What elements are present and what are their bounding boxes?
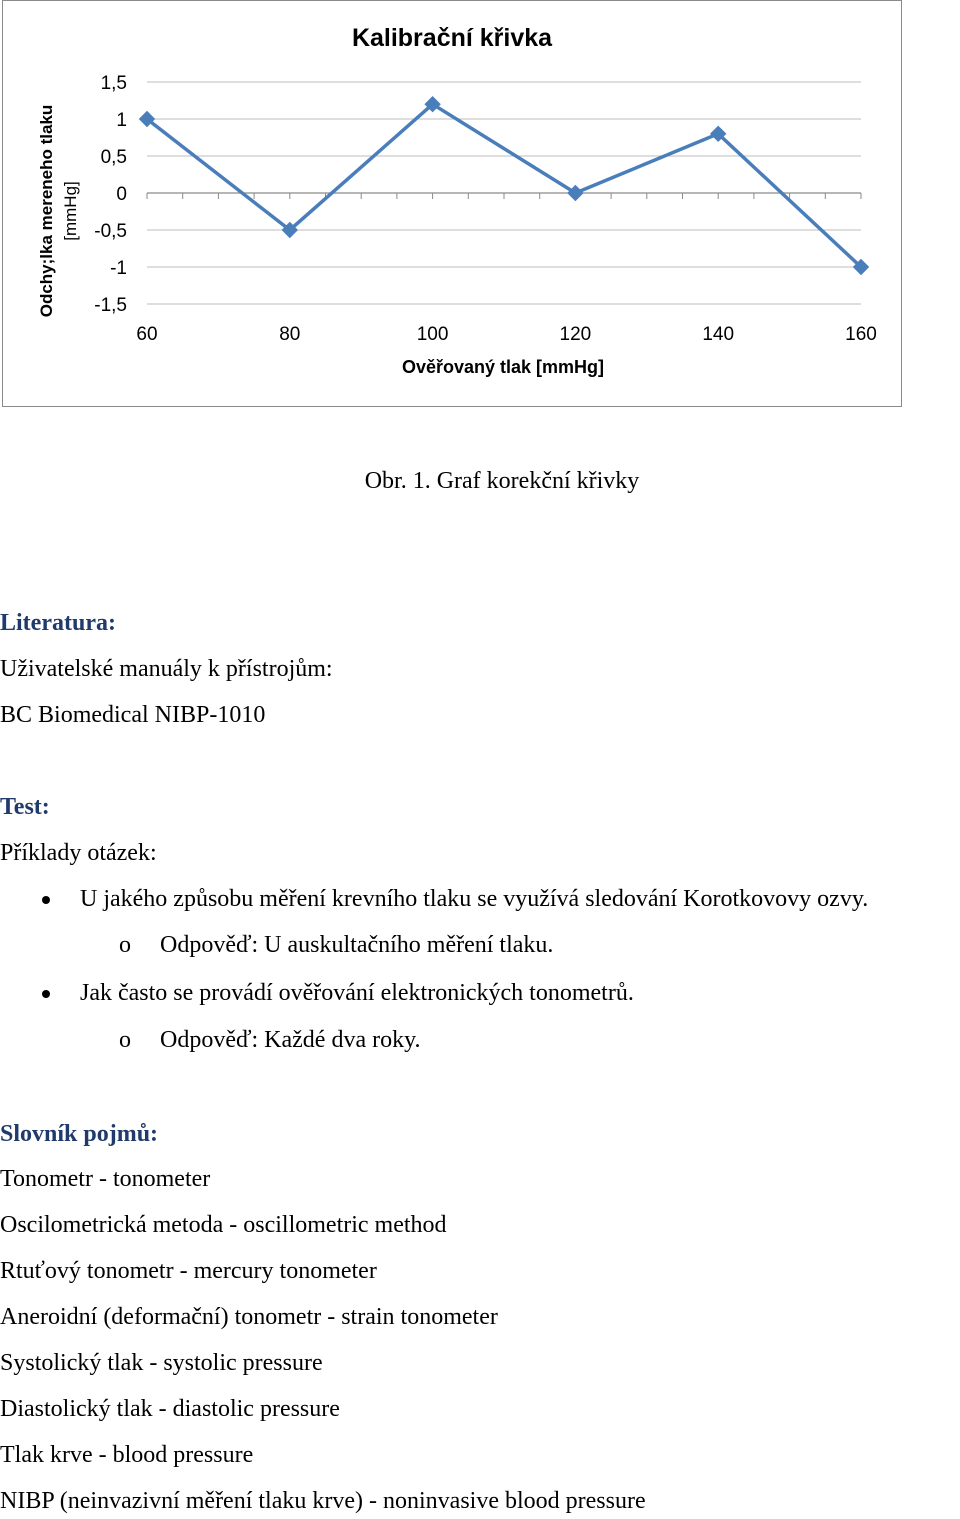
glossary-item: NIBP (neinvazivní měření tlaku krve) - noninvasive blood pressure [0, 1488, 646, 1514]
series-line [147, 104, 861, 267]
bullet-icon [42, 896, 50, 904]
glossary-item: Tlak krve - blood pressure [0, 1442, 254, 1468]
glossary-item: Diastolický tlak - diastolic pressure [0, 1396, 340, 1422]
y-tick-label: 0 [116, 184, 127, 205]
figure-caption: Obr. 1. Graf korekční křivky [364, 468, 640, 494]
y-axis-label-unit: [mmHg] [61, 181, 80, 241]
y-tick-label: -1 [110, 258, 127, 279]
glossary-item: Systolický tlak - systolic pressure [0, 1350, 323, 1376]
x-tick-label: 100 [416, 324, 449, 345]
test-heading: Test: [0, 794, 50, 820]
y-tick-label: 1,5 [100, 73, 127, 94]
y-tick-label: 0,5 [100, 147, 127, 168]
y-tick-label: -1,5 [94, 295, 127, 316]
x-axis-label: Ověřovaný tlak [mmHg] [401, 357, 605, 377]
chart-title: Kalibrační křivka [351, 24, 553, 52]
test-intro: Příklady otázek: [0, 840, 157, 866]
answer-2: Odpověď: Každé dva roky. [160, 1027, 421, 1053]
sub-bullet-icon: o [119, 932, 131, 958]
x-tick-label: 160 [845, 324, 877, 345]
glossary-heading: Slovník pojmů: [0, 1121, 159, 1147]
question-2: Jak často se provádí ověřování elektronických tonometrů. [80, 980, 634, 1006]
sub-bullet-icon: o [119, 1027, 131, 1053]
y-axis-label: Odchy;lka mereneho tlaku [37, 104, 56, 318]
literature-heading: Literatura: [0, 610, 116, 636]
glossary-item: Rtuťový tonometr - mercury tonometer [0, 1258, 377, 1284]
answer-1: Odpověď: U auskultačního měření tlaku. [160, 932, 554, 958]
x-tick-label: 80 [279, 324, 301, 345]
question-1: U jakého způsobu měření krevního tlaku se využívá sledování Korotkovovy ozvy. [80, 886, 869, 912]
glossary-item: Tonometr - tonometer [0, 1166, 211, 1192]
y-tick-label: -0,5 [94, 221, 127, 242]
x-tick-label: 60 [136, 324, 158, 345]
glossary-item: Aneroidní (deformační) tonometr - strain tonometer [0, 1304, 498, 1330]
glossary-item: Oscilometrická metoda - oscillometric method [0, 1212, 447, 1238]
y-tick-label: 1 [116, 110, 127, 131]
calibration-chart [0, 0, 960, 410]
literature-line-1: Uživatelské manuály k přístrojům: [0, 656, 333, 682]
literature-line-2: BC Biomedical NIBP-1010 [0, 702, 266, 728]
x-tick-label: 140 [702, 324, 735, 345]
bullet-icon [42, 990, 50, 998]
x-tick-label: 120 [559, 324, 592, 345]
